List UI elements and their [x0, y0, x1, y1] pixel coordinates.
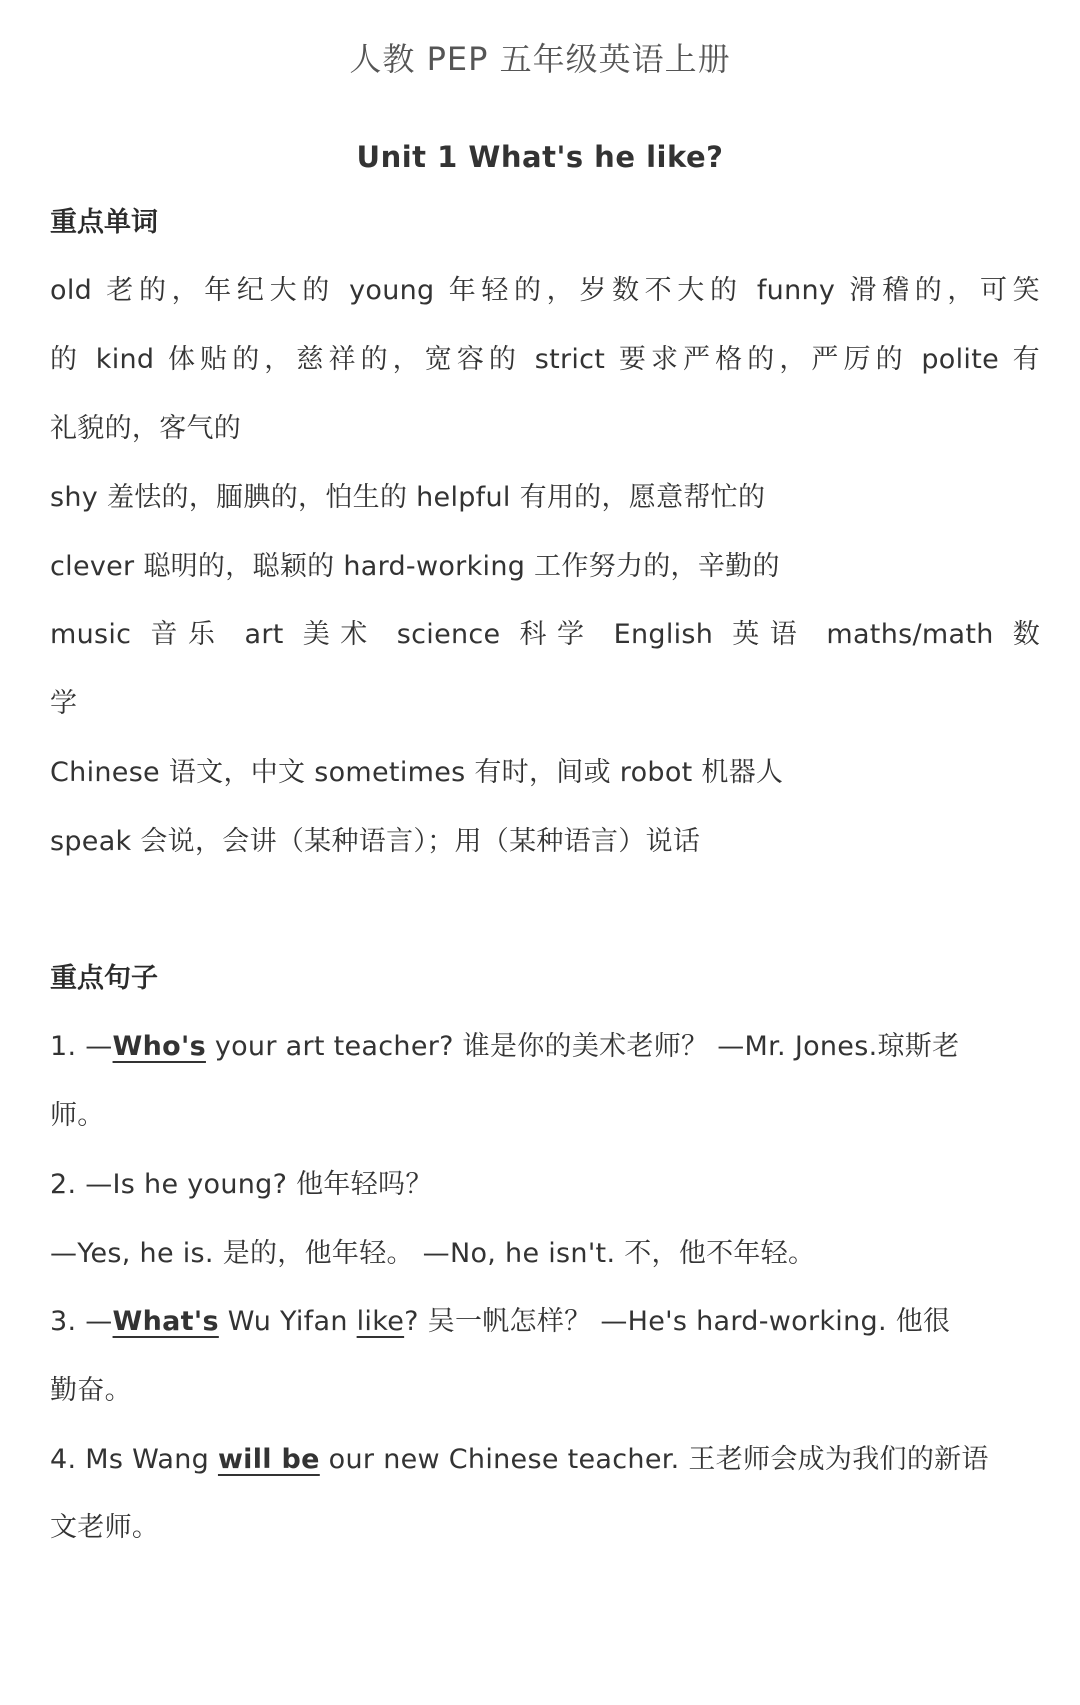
sentence-4-prefix: 4. Ms Wang [50, 1444, 218, 1475]
sentence-4-rest: our new Chinese teacher. 王老师会成为我们的新语 [319, 1444, 989, 1475]
vocab-line: Chinese 语文，中文 sometimes 有时，间或 robot 机器人 [50, 757, 784, 788]
sentence-2-line-1: 2. —Is he young? 他年轻吗？ [50, 1169, 433, 1200]
sentence-3-prefix: 3. — [50, 1306, 113, 1337]
sentence-3-underlined-2: like [356, 1306, 405, 1337]
sentence-4 [50, 1437, 1040, 1476]
sentence-1-underlined: Who's [112, 1031, 206, 1062]
document-title: 人教 PEP 五年级英语上册 [349, 40, 731, 78]
sentence-4-continuation: 文老师。 [50, 1512, 160, 1543]
vocab-heading: 重点单词 [50, 207, 158, 238]
vocab-line: 礼貌的，客气的 [50, 413, 242, 444]
vocab-line: old 老的，年纪大的 young 年轻的，岁数不大的 funny 滑稽的，可笑 [50, 275, 1040, 306]
sentence-3 [50, 1299, 1040, 1338]
vocab-line: shy 羞怯的，腼腆的，怕生的 helpful 有用的，愿意帮忙的 [50, 482, 766, 513]
sentence-2-line-2: —Yes, he is. 是的，他年轻。 —No, he isn't. 不，他不年轻。 [50, 1238, 816, 1269]
vocab-line: 的 kind 体贴的，慈祥的，宽容的 strict 要求严格的，严厉的 polite 有 [50, 344, 1040, 375]
sentence-4-underlined: will be [217, 1444, 320, 1475]
sentence-3-underlined-1: What's [112, 1306, 219, 1337]
sentence-3-rest: ? 吴一帆怎样？ —He's hard-working. 他很 [404, 1306, 951, 1337]
sentence-1-continuation: 师。 [50, 1100, 105, 1131]
sentence-1-prefix: 1. — [50, 1031, 113, 1062]
vocab-line: music 音乐 art 美术 science 科学 English 英语 maths/math 数 [50, 619, 1040, 650]
vocab-line: 学 [50, 688, 78, 719]
vocab-line: speak 会说，会讲（某种语言）；用（某种语言）说话 [50, 826, 701, 857]
sentence-1 [50, 1024, 1040, 1063]
sentence-1-rest: your art teacher? 谁是你的美术老师？ —Mr. Jones.琼斯老 [205, 1031, 960, 1062]
unit-title: Unit 1 What's he like? [356, 140, 724, 174]
sentence-3-continuation: 勤奋。 [50, 1375, 132, 1406]
vocab-line: clever 聪明的，聪颖的 hard-working 工作努力的，辛勤的 [50, 551, 780, 582]
sentence-heading: 重点句子 [50, 963, 158, 994]
sentence-3-mid: Wu Yifan [218, 1306, 357, 1337]
